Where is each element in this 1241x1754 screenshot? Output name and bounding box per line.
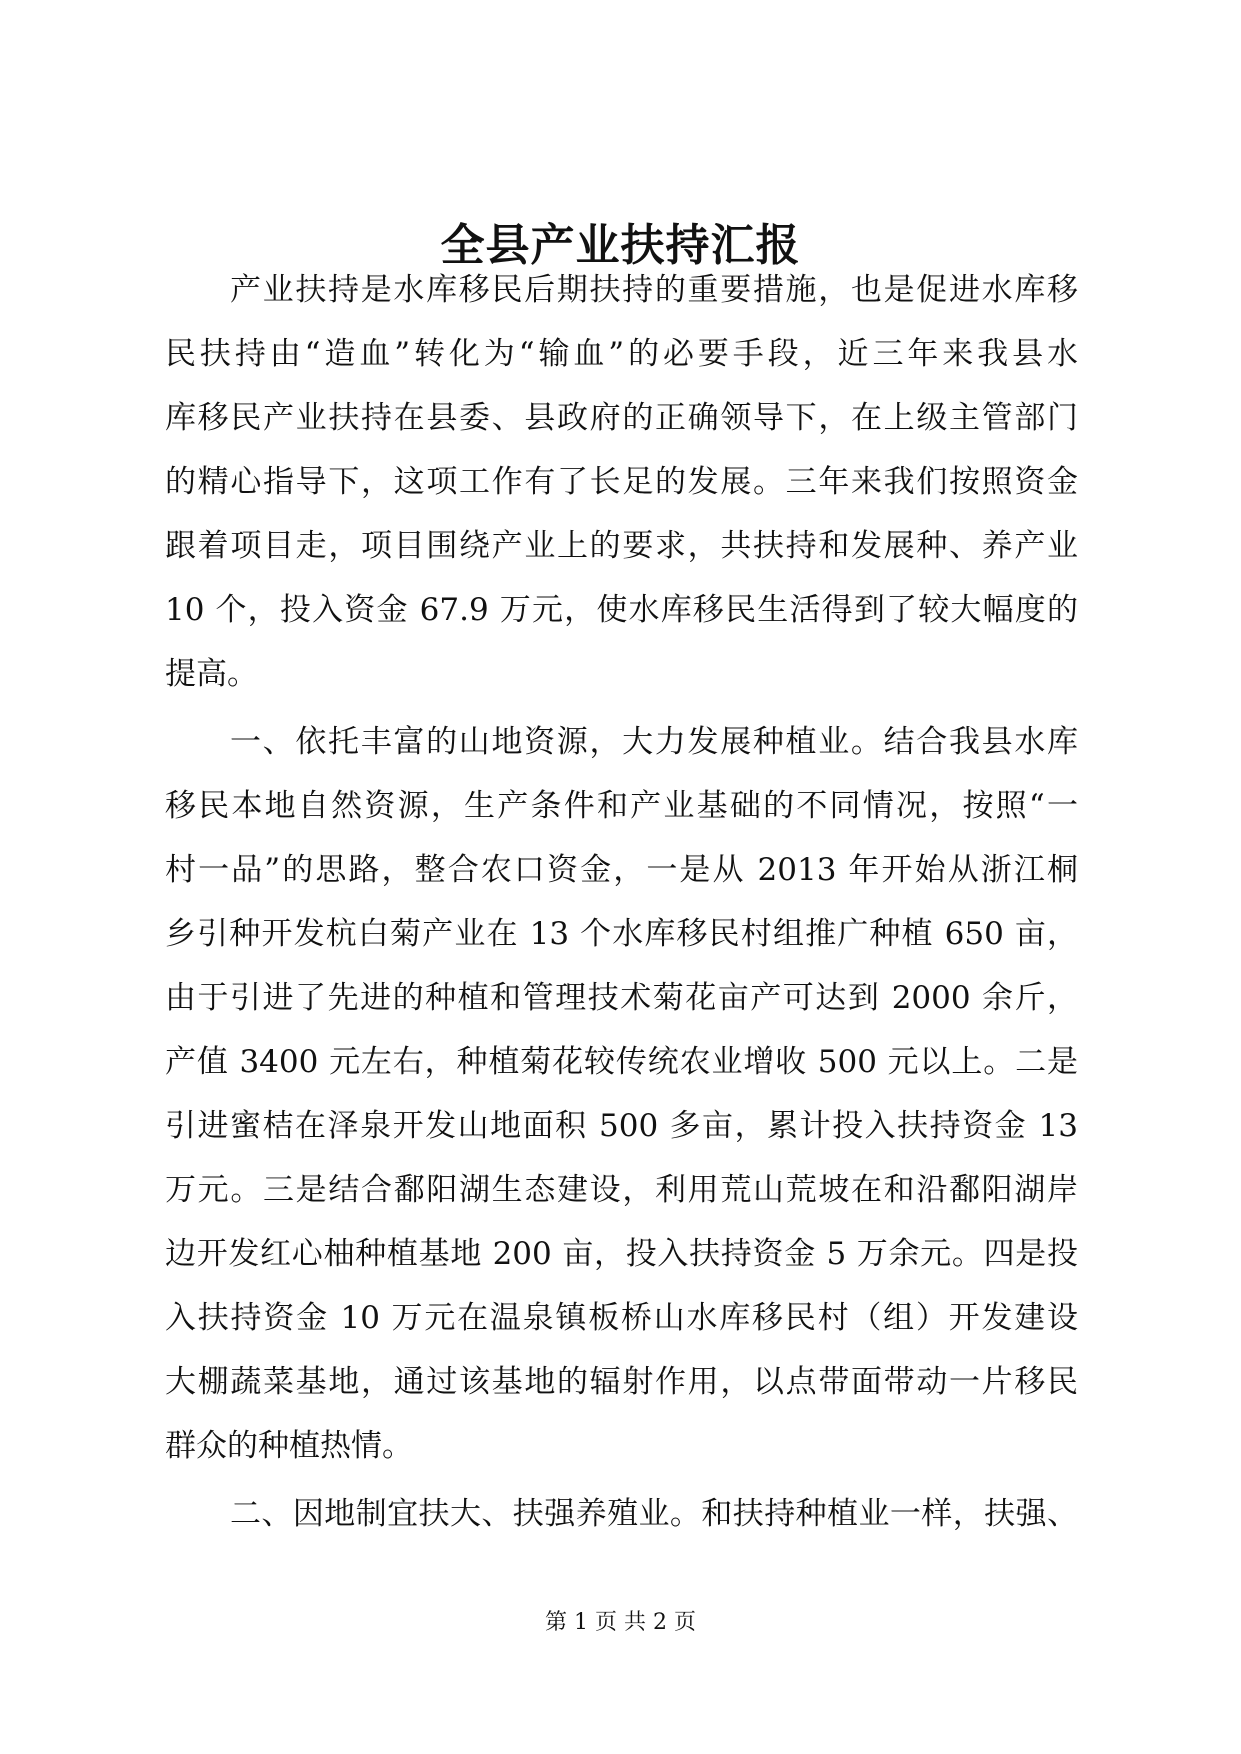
paragraph-line: 村一品”的思路，整合农口资金，一是从 2013 年开始从浙江桐 — [165, 852, 1078, 888]
paragraph-line: 库移民产业扶持在县委、县政府的正确领导下，在上级主管部门 — [165, 400, 1078, 436]
paragraph-line: 二、因地制宜扶大、扶强养殖业。和扶持种植业一样，扶强、 — [230, 1496, 1078, 1532]
paragraph-line: 万元。三是结合鄱阳湖生态建设，利用荒山荒坡在和沿鄱阳湖岸 — [165, 1172, 1078, 1208]
paragraph-line: 产值 3400 元左右，种植菊花较传统农业增收 500 元以上。二是 — [165, 1044, 1078, 1080]
paragraph-line: 边开发红心柚种植基地 200 亩，投入扶持资金 5 万余元。四是投 — [165, 1236, 1078, 1272]
paragraph-line: 跟着项目走，项目围绕产业上的要求，共扶持和发展种、养产业 — [165, 528, 1078, 564]
paragraph-line: 移民本地自然资源，生产条件和产业基础的不同情况，按照“一 — [165, 788, 1078, 824]
paragraph-line: 一、依托丰富的山地资源，大力发展种植业。结合我县水库 — [230, 724, 1078, 760]
paragraph-line: 大棚蔬菜基地，通过该基地的辐射作用，以点带面带动一片移民 — [165, 1364, 1078, 1400]
paragraph-line: 民扶持由“造血”转化为“输血”的必要手段，近三年来我县水 — [165, 336, 1078, 372]
paragraph-line: 的精心指导下，这项工作有了长足的发展。三年来我们按照资金 — [165, 464, 1078, 500]
paragraph-line: 产业扶持是水库移民后期扶持的重要措施，也是促进水库移 — [230, 272, 1078, 308]
paragraph-line: 10 个，投入资金 67.9 万元，使水库移民生活得到了较大幅度的 — [165, 592, 1078, 628]
paragraph-line: 入扶持资金 10 万元在温泉镇板桥山水库移民村（组）开发建设 — [165, 1300, 1078, 1336]
paragraph-line: 引进蜜桔在泽泉开发山地面积 500 多亩，累计投入扶持资金 13 — [165, 1108, 1078, 1144]
paragraph-line: 乡引种开发杭白菊产业在 13 个水库移民村组推广种植 650 亩， — [165, 916, 1078, 952]
paragraph-line: 由于引进了先进的种植和管理技术菊花亩产可达到 2000 余斤， — [165, 980, 1078, 1016]
paragraph-line: 群众的种植热情。 — [165, 1428, 413, 1464]
document-title: 全县产业扶持汇报 — [440, 220, 801, 271]
paragraph-line: 提高。 — [165, 656, 258, 692]
page-number-footer: 第 1 页 共 2 页 — [545, 1610, 696, 1635]
